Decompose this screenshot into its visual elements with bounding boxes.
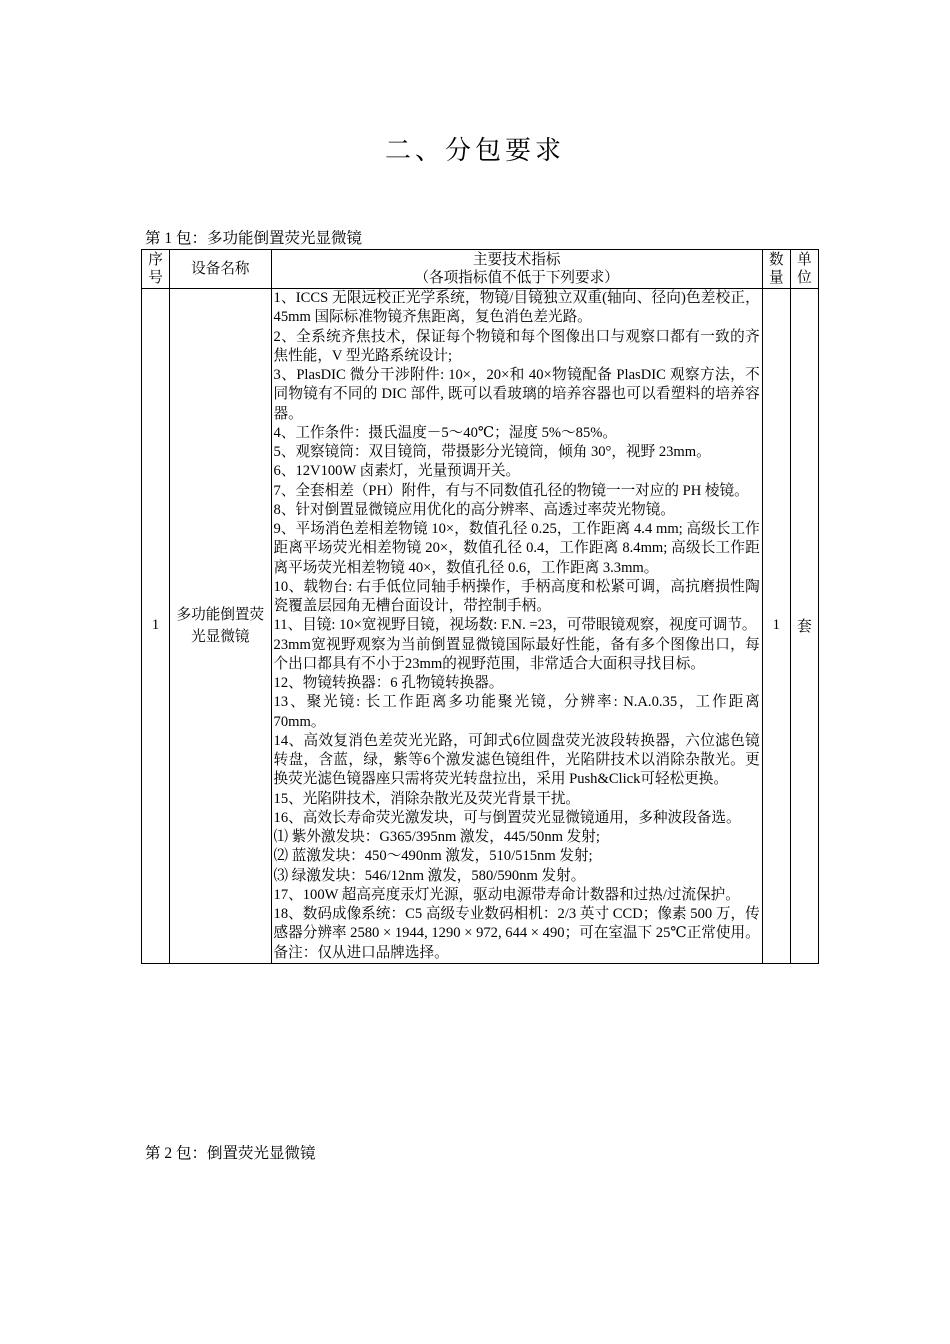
spec-item: 10、载物台: 右手低位同轴手柄操作，手柄高度和松紧可调，高抗磨损性陶瓷覆盖层园角无槽台面设计，带控制手柄。 xyxy=(273,578,760,614)
spec-item: 9、平场消色差相差物镜 10×，数值孔径 0.25，工作距离 4.4 mm; 高级长工作距离平场荧光相差物镜 20×，数值孔径 0.4，工作距离 8.4mm; 高级长工作距离平场荧光相差物镜 40×，数值孔径 0.6，工作距离 3.3mm。 xyxy=(273,521,760,576)
spec-item: 2、全系统齐焦技术，保证每个物镜和每个图像出口与观察口都有一致的齐焦性能，V 型光路系统设计; xyxy=(273,328,760,364)
spec-item: 3、PlasDIC 微分干涉附件: 10×，20×和 40×物镜配备 PlasDIC 观察方法，不同物镜有不同的 DIC 部件, 既可以看玻璃的培养容器也可以看塑料的培养容器。 xyxy=(273,367,760,422)
table-row xyxy=(142,289,819,964)
spec-item: ⑶ 绿激发块：546/12nm 激发，580/590nm 发射。 xyxy=(273,867,586,884)
header-name: 设备名称 xyxy=(170,250,271,289)
row-no: 1 xyxy=(142,289,170,964)
row-qty: 1 xyxy=(762,289,790,964)
table-header-row xyxy=(142,250,819,289)
spec-item: 23mm宽视野观察为当前倒置显微镜国际最好性能，备有多个图像出口，每个出口都具有不小于23mm的视野范围，非常适合大面积寻找目标。 xyxy=(273,636,760,672)
row-unit: 套 xyxy=(790,289,818,964)
spec-item: 11、目镜: 10×宽视野目镜，视场数: F.N. =23，可带眼镜观察，视度可调节。 xyxy=(273,617,757,634)
spec-item: 12、物镜转换器：6 孔物镜转换器。 xyxy=(273,675,504,691)
spec-item: 6、12V100W 卤素灯，光量预调开关。 xyxy=(273,463,521,480)
header-unit: 单位 xyxy=(790,250,818,289)
spec-item: 4、工作条件：摄氏温度－5～40℃；湿度 5%～85%。 xyxy=(273,424,618,441)
row-equipment-name: 多功能倒置荧光显微镜 xyxy=(170,289,271,964)
page-title: 二、分包要求 xyxy=(384,136,565,165)
header-no: 序号 xyxy=(142,250,170,289)
spec-item: 16、高效长寿命荧光激发块，可与倒置荧光显微镜通用，多种波段备选。 xyxy=(273,809,741,826)
spec-item: 8、针对倒置显微镜应用优化的高分辨率、高透过率荧光物镜。 xyxy=(273,501,675,518)
package-2-label: 第 2 包：倒置荧光显微镜 xyxy=(145,1145,316,1162)
spec-item: 7、全套相差（PH）附件，有与不同数值孔径的物镜一一对应的 PH 棱镜。 xyxy=(273,482,749,499)
spec-item: 15、光陷阱技术，消除杂散光及荧光背景干扰。 xyxy=(273,790,581,807)
spec-item: ⑵ 蓝激发块：450～490nm 激发，510/515nm 发射; xyxy=(273,848,593,865)
package-1-label: 第 1 包：多功能倒置荧光显微镜 xyxy=(145,230,363,247)
spec-item: ⑴ 紫外激发块：G365/395nm 激发，445/50nm 发射; xyxy=(273,829,600,845)
spec-item: 18、数码成像系统：C5 高级专业数码相机：2/3 英寸 CCD；像素 500 万，传感器分辨率 2580 × 1944, 1290 × 972, 644 × 490；可在室温下 25℃正常使用。 xyxy=(273,906,760,942)
spec-item: 备注：仅从进口品牌选择。 xyxy=(273,944,449,961)
spec-item: 5、观察镜筒：双目镜筒，带摄影分光镜筒，倾角 30°，视野 23mm。 xyxy=(273,444,711,460)
spec-item: 1、ICCS 无限远校正光学系统，物镜/目镜独立双重(轴向、径向)色差校正，45mm 国际标准物镜齐焦距离，复色消色差光路。 xyxy=(273,290,760,326)
header-spec-note: （各项指标值不低于下列要求） xyxy=(414,270,619,286)
row-spec-list xyxy=(271,289,762,964)
header-spec-title: 主要技术指标 xyxy=(472,252,561,268)
spec-item: 13、聚光镜: 长工作距离多功能聚光镜，分辨率: N.A.0.35，工作距离 70mm。 xyxy=(273,694,760,730)
spec-table xyxy=(141,249,819,964)
header-qty: 数量 xyxy=(762,250,790,289)
header-spec xyxy=(271,250,762,289)
spec-item: 17、100W 超高亮度汞灯光源，驱动电源带寿命计数器和过热/过流保护。 xyxy=(273,886,740,903)
spec-item: 14、高效复消色差荧光光路，可卸式6位圆盘荧光波段转换器，六位滤色镜转盘，含蓝，绿，紫等6个激发滤色镜组件，光陷阱技术以消除杂散光。更换荧光滤色镜器座只需将荧光转盘拉出，采用 Push&Click可轻松更换。 xyxy=(273,732,760,788)
